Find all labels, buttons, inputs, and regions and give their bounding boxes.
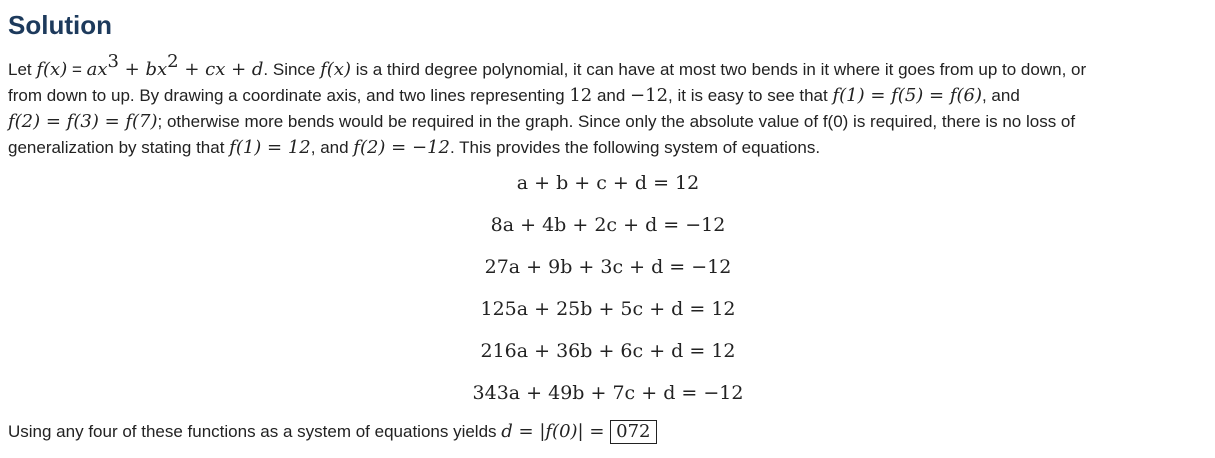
paragraph-line-2: from down to up. By drawing a coordinate axis, and two lines representing 12 and −12, it is easy to see that f(1) = f(5) = f(6), and	[8, 85, 1020, 106]
equation-4: 125a + 25b + 5c + d = 12	[480, 298, 736, 320]
conclusion-math: d = |f(0)| =	[501, 421, 611, 442]
section-title: Solution	[8, 10, 112, 40]
paragraph-line-1: Let $f(x) = ax^3 + bx^2$ + cx + d. Since f(x) is a third degree polynomial, it can have at most two bends in it where it goes from up to down, or	[8, 51, 1087, 80]
conclusion-line: Using any four of these functions as a system of equations yields d = |f(0)| = 072	[8, 419, 657, 445]
equation-3: 27a + 9b + 3c + d = −12	[484, 256, 732, 278]
paragraph-line-4: generalization by stating that f(1) = 12, and f(2) = −12. This provides the following system of equations.	[8, 137, 821, 158]
paragraph-line-3: f(2) = f(3) = f(7); otherwise more bends would be required in the graph. Since only the absolute value of f(0) is required, there is no loss of	[8, 111, 1076, 132]
solution-paragraph	[8, 51, 1203, 161]
equation-5: 216a + 36b + 6c + d = 12	[480, 340, 736, 362]
answer-box: 072	[610, 420, 656, 444]
equation-1: a + b + c + d = 12	[516, 172, 700, 194]
equation-6: 343a + 49b + 7c + d = −12	[472, 382, 744, 404]
equation-2: 8a + 4b + 2c + d = −12	[490, 214, 726, 236]
